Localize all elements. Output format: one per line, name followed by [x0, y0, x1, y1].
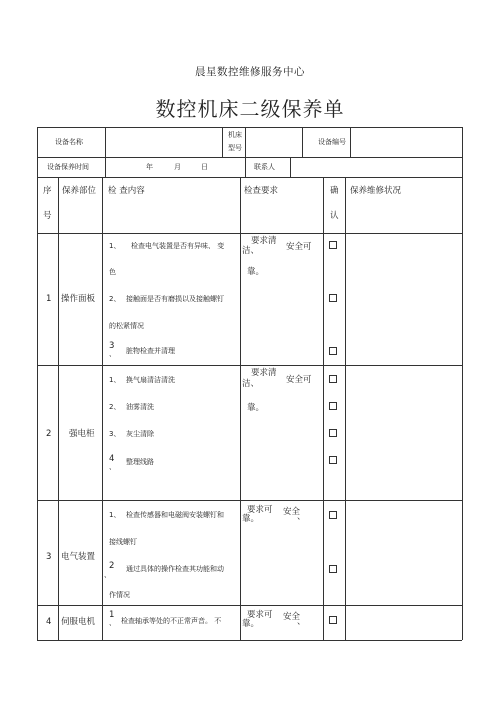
- confirm-checkbox[interactable]: [329, 565, 337, 573]
- confirm-checkbox[interactable]: [329, 294, 337, 302]
- year-label: 年: [146, 163, 153, 171]
- confirm-checkbox[interactable]: [329, 241, 337, 249]
- device-name-label: 设备名称: [55, 138, 83, 146]
- confirm-checkbox[interactable]: [329, 429, 337, 437]
- contact-label: 联系人: [254, 163, 275, 171]
- row-divider: [37, 500, 462, 501]
- row-seq: 4: [46, 617, 52, 627]
- row-seq: 2: [46, 429, 52, 439]
- device-no-label: 设备编号: [318, 138, 346, 146]
- row-divider: [37, 177, 462, 178]
- confirm-checkbox[interactable]: [329, 511, 337, 519]
- req-text: 安全: [283, 507, 301, 517]
- req-text: 靠。: [242, 619, 260, 629]
- item-text: 检查电气装置是否有异味、 变: [131, 242, 225, 250]
- req-text: 安全: [283, 612, 301, 622]
- day-label: 日: [201, 163, 208, 171]
- item-num: 3: [109, 341, 115, 351]
- table-border-bottom: [37, 640, 462, 641]
- item-mark: 、: [109, 463, 116, 471]
- item-num: 2、: [109, 295, 121, 303]
- item-num: 1、: [109, 242, 121, 250]
- header-content: 检 查内容: [108, 186, 145, 196]
- req-text: 、: [297, 617, 306, 627]
- req-text: 靠。: [247, 403, 265, 413]
- row-divider: [37, 233, 462, 234]
- row-seq: 3: [46, 552, 52, 562]
- item-text: 检查传感器和电磁阀安装螺钉和: [126, 511, 224, 519]
- row-part: 电气装置: [61, 552, 96, 562]
- row-part: 操作面板: [61, 294, 96, 304]
- header-seq-1: 序: [43, 186, 52, 196]
- req-text: 要求可: [247, 505, 273, 515]
- item-mark: 、: [104, 571, 111, 579]
- req-text: 洁、: [242, 246, 260, 256]
- confirm-checkbox[interactable]: [329, 375, 337, 383]
- header-seq-2: 号: [43, 211, 52, 221]
- header-confirm-2: 认: [330, 211, 339, 221]
- req-text: 安全可: [286, 375, 312, 385]
- req-text: 要求清: [251, 236, 277, 246]
- item-text: 灰尘清除: [126, 430, 154, 438]
- item-num: 2: [109, 561, 115, 571]
- item-num: 2、: [109, 403, 121, 411]
- col-divider: [345, 177, 346, 640]
- item-mark: 、: [109, 350, 116, 358]
- model-label-line2: 型号: [228, 144, 242, 152]
- req-text: 要求可: [247, 610, 273, 620]
- header-req: 检查要求: [244, 186, 279, 196]
- item-text: 作情况: [109, 591, 130, 599]
- row-divider: [37, 157, 462, 158]
- col-divider: [245, 127, 246, 177]
- item-text: 的松紧情况: [109, 322, 144, 330]
- req-text: 要求清: [251, 368, 277, 378]
- req-text: 、: [297, 512, 306, 522]
- item-text: 接触面是否有磨损以及接触螺钉: [126, 295, 224, 303]
- row-part: 强电柜: [69, 429, 95, 439]
- req-text: 安全可: [286, 242, 312, 252]
- item-text: 换气扇清洁清洗: [126, 376, 175, 384]
- month-label: 月: [174, 163, 181, 171]
- col-divider: [323, 177, 324, 640]
- confirm-checkbox[interactable]: [329, 402, 337, 410]
- col-divider: [302, 127, 303, 157]
- item-text: 接线螺钉: [109, 538, 137, 546]
- header-status: 保养维修状况: [350, 186, 402, 196]
- req-text: 洁、: [242, 379, 260, 389]
- item-text: 油雾清洗: [126, 403, 154, 411]
- item-mark: 、: [109, 619, 116, 627]
- item-num: 4: [109, 454, 115, 464]
- row-seq: 1: [46, 294, 52, 304]
- item-num: 1、: [109, 511, 121, 519]
- model-label-line1: 机床: [228, 131, 242, 139]
- item-text: 脏物检查并清理: [126, 347, 175, 355]
- row-part: 伺服电机: [61, 617, 96, 627]
- table-border-right: [462, 127, 463, 640]
- col-divider: [222, 127, 223, 157]
- item-text: 检查轴承等处的不正常声音。 不: [121, 617, 222, 625]
- item-text: 色: [109, 268, 116, 276]
- org-name: 晨星数控维修服务中心: [195, 66, 305, 78]
- item-text: 整理线路: [126, 458, 154, 466]
- table-border-top: [37, 127, 462, 128]
- col-divider: [102, 177, 103, 640]
- confirm-checkbox[interactable]: [329, 616, 337, 624]
- item-text: 通过具体的操作检查其功能和动: [126, 565, 224, 573]
- col-divider: [105, 127, 106, 177]
- item-num: 3、: [109, 430, 121, 438]
- item-num: 1: [109, 610, 115, 620]
- col-divider: [290, 157, 291, 177]
- header-part: 保养部位: [62, 186, 97, 196]
- col-divider: [240, 177, 241, 640]
- req-text: 靠。: [242, 514, 260, 524]
- col-divider: [58, 177, 59, 640]
- col-divider: [350, 127, 351, 157]
- req-text: 靠。: [247, 267, 265, 277]
- row-divider: [37, 605, 462, 606]
- confirm-checkbox[interactable]: [329, 347, 337, 355]
- header-confirm-1: 确: [330, 186, 339, 196]
- confirm-checkbox[interactable]: [329, 456, 337, 464]
- row-divider: [37, 365, 462, 366]
- item-num: 1、: [109, 376, 121, 384]
- table-border-left: [37, 127, 38, 640]
- maint-time-label: 设备保养时间: [47, 163, 89, 171]
- form-title: 数控机床二级保养单: [155, 97, 345, 121]
